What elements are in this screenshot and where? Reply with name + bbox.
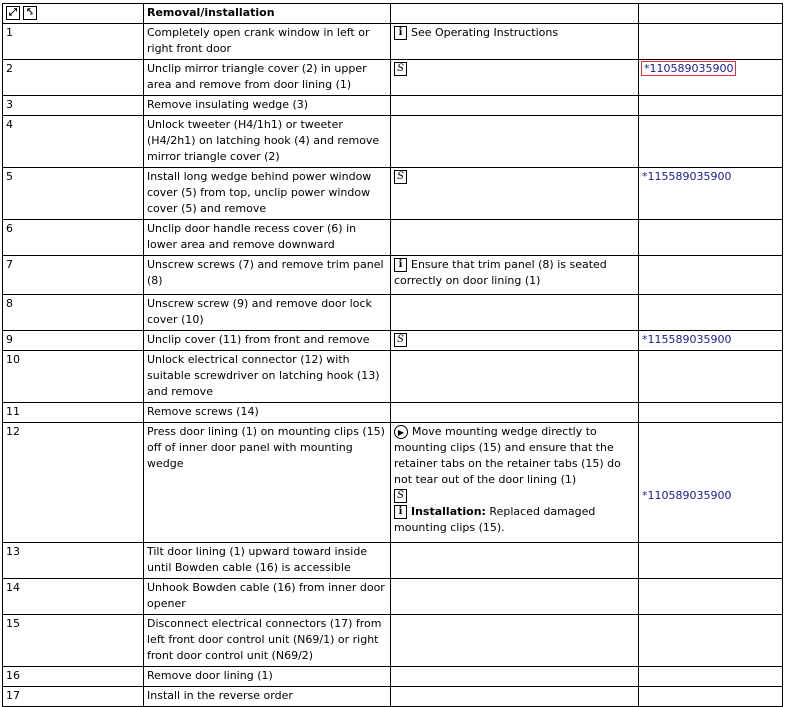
step-part — [639, 403, 783, 423]
step-number: 2 — [3, 60, 144, 96]
step-part — [639, 96, 783, 116]
step-part — [639, 256, 783, 295]
step-part — [639, 687, 783, 707]
step-text: Install long wedge behind power window cover (5) from top, unclip power window cover (5) and remove — [144, 168, 391, 220]
step-number: 14 — [3, 579, 144, 615]
header-title: Removal/installation — [144, 4, 391, 24]
step-text: Remove screws (14) — [144, 403, 391, 423]
step-text: Unscrew screws (7) and remove trim panel (8) — [144, 256, 391, 295]
part-number-link[interactable]: *115589035900 — [642, 333, 732, 346]
part-number-link[interactable]: *110589035900 — [642, 489, 732, 502]
part-number-link[interactable]: *110589035900 — [641, 61, 736, 76]
special-tool-icon[interactable]: S — [394, 62, 407, 76]
step-part — [639, 116, 783, 168]
info-icon[interactable]: i — [394, 258, 407, 272]
installation-note: i Installation: Replaced damaged mounting clips (15). — [394, 505, 596, 534]
step-number: 7 — [3, 256, 144, 295]
step-number: 11 — [3, 403, 144, 423]
step-part — [639, 220, 783, 256]
step-number: 9 — [3, 331, 144, 351]
step-number: 13 — [3, 543, 144, 579]
warning-icon[interactable]: ▶ — [394, 425, 408, 439]
step-note: i Ensure that trim panel (8) is seated correctly on door lining (1) — [391, 256, 639, 295]
step-text: Unclip mirror triangle cover (2) in upper area and remove from door lining (1) — [144, 60, 391, 96]
step-number: 6 — [3, 220, 144, 256]
header-icons-cell — [3, 4, 144, 24]
step-number: 15 — [3, 615, 144, 667]
table-row — [3, 295, 783, 331]
step-part — [639, 579, 783, 615]
step-note — [391, 351, 639, 403]
step-number: 1 — [3, 24, 144, 60]
step-note — [391, 579, 639, 615]
step-text: Completely open crank window in left or right front door — [144, 24, 391, 60]
tool-line — [394, 488, 636, 504]
part-spacer — [642, 424, 780, 488]
step-number: 8 — [3, 295, 144, 331]
step-part — [639, 351, 783, 403]
table-row — [3, 543, 783, 579]
step-part — [639, 615, 783, 667]
table-row — [3, 403, 783, 423]
table-row — [3, 615, 783, 667]
step-text: Unhook Bowden cable (16) from inner door opener — [144, 579, 391, 615]
step-part — [639, 667, 783, 687]
collapse-icon[interactable]: ⤣ — [23, 6, 37, 20]
step-note — [391, 116, 639, 168]
step-number: 10 — [3, 351, 144, 403]
step-text: Remove door lining (1) — [144, 667, 391, 687]
table-row — [3, 60, 783, 96]
table-row — [3, 256, 783, 295]
step-note — [391, 423, 639, 543]
procedure-table — [2, 3, 783, 707]
step-text: Install in the reverse order — [144, 687, 391, 707]
step-text: Disconnect electrical connectors (17) from left front door control unit (N69/1) or right front door control unit (N69/2) — [144, 615, 391, 667]
step-part — [639, 295, 783, 331]
step-note — [391, 168, 639, 220]
step-note — [391, 295, 639, 331]
table-row — [3, 579, 783, 615]
table-row — [3, 116, 783, 168]
step-part — [639, 60, 783, 96]
header-row — [3, 4, 783, 24]
step-number: 12 — [3, 423, 144, 543]
step-text: Unclip cover (11) from front and remove — [144, 331, 391, 351]
table-row — [3, 96, 783, 116]
step-text: Unscrew screw (9) and remove door lock cover (10) — [144, 295, 391, 331]
step-text: Press door lining (1) on mounting clips (15) off of inner door panel with mounting wedge — [144, 423, 391, 543]
part-number-link[interactable]: *115589035900 — [642, 170, 732, 183]
step-note — [391, 403, 639, 423]
table-row — [3, 667, 783, 687]
step-text: Unclip door handle recess cover (6) in lower area and remove downward — [144, 220, 391, 256]
step-text: Tilt door lining (1) upward toward inside until Bowden cable (16) is accessible — [144, 543, 391, 579]
step-number: 4 — [3, 116, 144, 168]
step-note — [391, 331, 639, 351]
step-part — [639, 24, 783, 60]
step-note — [391, 220, 639, 256]
step-note — [391, 615, 639, 667]
step-note — [391, 60, 639, 96]
step-number: 3 — [3, 96, 144, 116]
table-row — [3, 687, 783, 707]
table-row — [3, 24, 783, 60]
table-row — [3, 423, 783, 543]
step-note: i See Operating Instructions — [391, 24, 639, 60]
step-part — [639, 423, 783, 543]
step-note — [391, 96, 639, 116]
step-text: Remove insulating wedge (3) — [144, 96, 391, 116]
step-text: Unlock tweeter (H4/1h1) or tweeter (H4/2h1) on latching hook (4) and remove mirror triangle cover (2) — [144, 116, 391, 168]
table-row — [3, 351, 783, 403]
step-number: 16 — [3, 667, 144, 687]
step-note — [391, 667, 639, 687]
step-part — [639, 543, 783, 579]
table-row — [3, 331, 783, 351]
special-tool-icon[interactable]: S — [394, 333, 407, 347]
step-part — [639, 331, 783, 351]
info-icon[interactable]: i — [394, 26, 407, 40]
table-row — [3, 220, 783, 256]
table-row — [3, 168, 783, 220]
header-empty-note — [391, 4, 639, 24]
special-tool-icon[interactable]: S — [394, 489, 407, 503]
step-number: 17 — [3, 687, 144, 707]
special-tool-icon[interactable]: S — [394, 170, 407, 184]
info-icon[interactable]: i — [394, 505, 407, 519]
step-note — [391, 543, 639, 579]
step-part — [639, 168, 783, 220]
header-empty-part — [639, 4, 783, 24]
step-note — [391, 687, 639, 707]
step-text: Unlock electrical connector (12) with suitable screwdriver on latching hook (13) and remove — [144, 351, 391, 403]
expand-icon[interactable]: ⤢ — [6, 6, 20, 20]
warning-note: ▶ Move mounting wedge directly to mounting clips (15) and ensure that the retainer tabs on the retainer tabs (15) do not tear out of the door lining (1) — [394, 425, 621, 486]
step-number: 5 — [3, 168, 144, 220]
